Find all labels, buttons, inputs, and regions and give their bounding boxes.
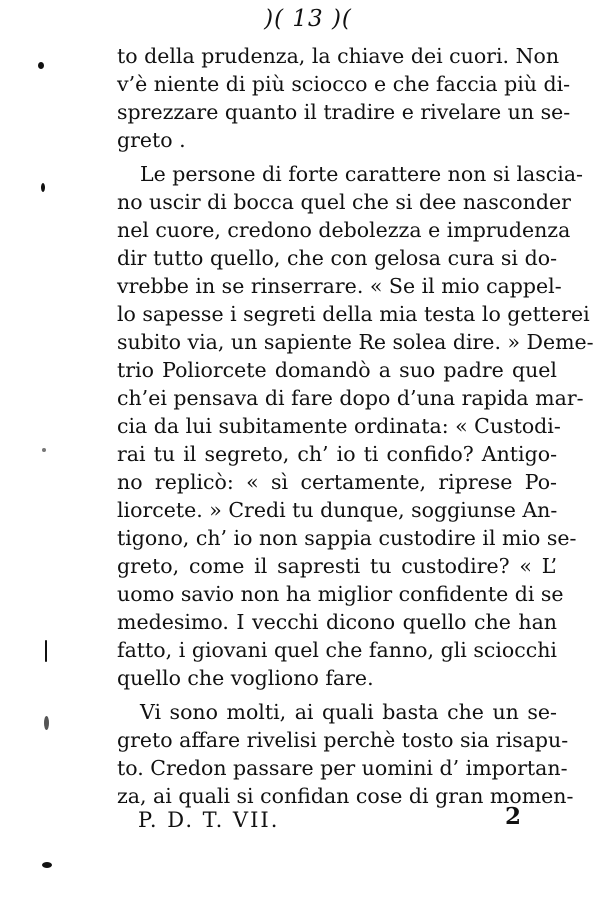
text-line: no uscir di bocca quel che si dee nasconder [117,190,571,214]
text-line: quello che vogliono fare. [117,666,374,690]
margin-speck [42,862,52,868]
text-line: trio Poliorcete domandò a suo padre quel [117,358,557,382]
text-line: greto, come il sapresti tu custodire? « L’ [117,554,557,578]
text-line: tigono, ch’ io non sappia custodire il mio se- [117,526,577,550]
page-number: )( 13 )( [264,6,352,32]
text-line: Le persone di forte carattere non si lascia- [140,162,583,186]
sheet-number: 2 [505,803,522,830]
signature-mark: P. D. T. VII. [138,808,280,832]
text-line: medesimo. I vecchi dicono quello che han [117,610,557,634]
text-line: uomo savio non ha miglior confidente di se [117,582,564,606]
text-line: lo sapesse i segreti della mia testa lo getterei [117,302,590,326]
text-line: cia da lui subitamente ordinata: « Custodi- [117,414,561,438]
margin-speck [45,640,47,662]
text-line: no replicò: « sì certamente, riprese Po- [117,470,557,494]
text-line: liorcete. » Credi tu dunque, soggiunse An- [117,498,558,522]
margin-speck [44,716,49,730]
text-line: vrebbe in se rinserrare. « Se il mio cappel- [117,274,562,298]
text-line: greto affare rivelisi perchè tosto sia risapu- [117,728,569,752]
text-line: za, ai quali si confidan cose di gran momen- [117,784,574,808]
text-line: v’è niente di più sciocco e che faccia più di- [117,72,571,96]
text-line: sprezzare quanto il tradire e rivelare un se- [117,100,571,124]
text-line: greto . [117,128,186,152]
text-line: to. Credon passare per uomini d’ importan- [117,756,568,780]
text-line: fatto, i giovani quel che fanno, gli sciocchi [117,638,557,662]
text-line: ch’ei pensava di fare dopo d’una rapida mar- [117,386,584,410]
text-line: nel cuore, credono debolezza e imprudenza [117,218,571,242]
margin-speck [42,448,46,452]
text-line: to della prudenza, la chiave dei cuori. Non [117,44,560,68]
margin-speck [41,183,45,192]
text-line: subito via, un sapiente Re solea dire. » Deme- [117,330,594,354]
margin-speck [38,62,44,69]
text-line: rai tu il segreto, ch’ io ti confido? Antigo- [117,442,557,466]
text-line: Vi sono molti, ai quali basta che un se- [140,700,557,724]
text-line: dir tutto quello, che con gelosa cura si do- [117,246,557,270]
